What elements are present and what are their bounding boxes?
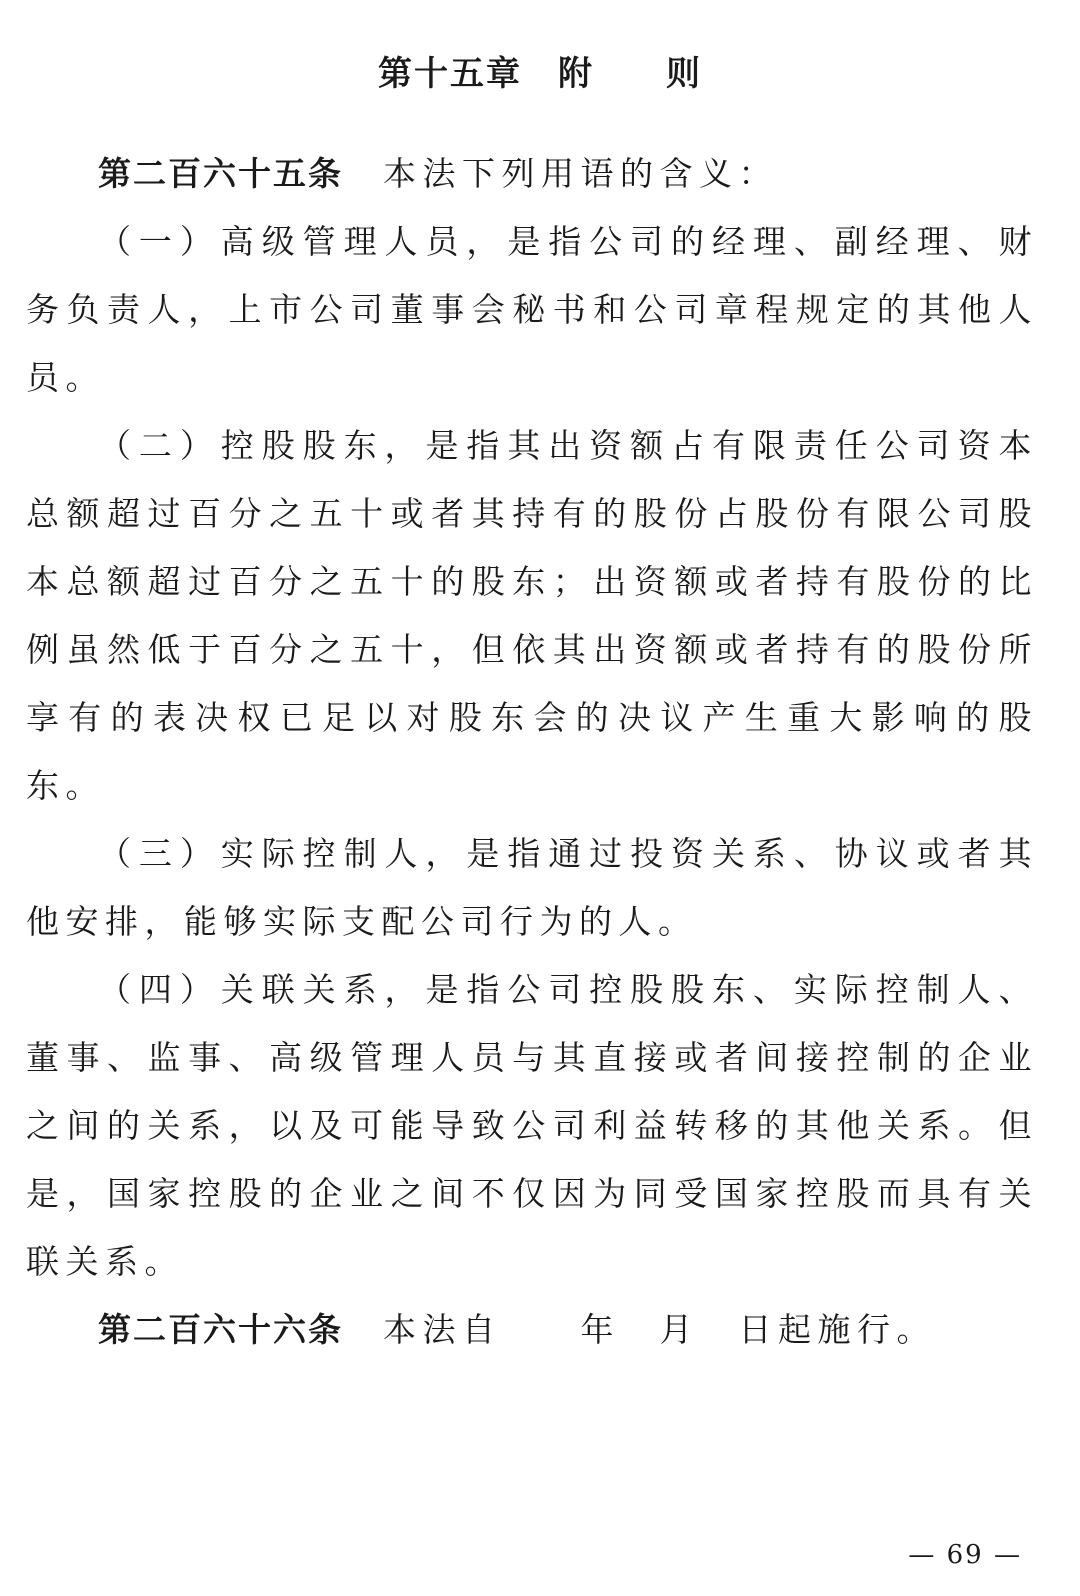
article-266-day-end: 日起施行。 <box>738 1310 936 1349</box>
definition-item-2: （二）控股股东，是指其出资额占有限责任公司资本总额超过百分之五十或者其持有的股份占股份有限公司股本总额超过百分之五十的股东；出资额或者持有股份的比例虽然低于百分之五十，但依其出资额或者持有的股份所享有的表决权已足以对股东会的决议产生重大影响的股东。 <box>26 426 1038 805</box>
document-body <box>26 140 1038 1364</box>
article-266 <box>26 1296 1038 1364</box>
definition-item-3: （三）实际控制人，是指通过投资关系、协议或者其他安排，能够实际支配公司行为的人。 <box>26 834 1038 941</box>
article-265-intro-text: 本法下列用语的含义： <box>383 154 778 193</box>
page-number: — 69 — <box>908 1540 1022 1570</box>
article-266-year: 年 <box>580 1310 620 1349</box>
article-265-label: 第二百六十五条 <box>98 154 343 193</box>
article-266-label: 第二百六十六条 <box>98 1310 343 1349</box>
article-266-text-start: 本法自 <box>383 1310 502 1349</box>
definition-item-4: （四）关联关系，是指公司控股股东、实际控制人、董事、监事、高级管理人员与其直接或者间接控制的企业之间的关系，以及可能导致公司利益转移的其他关系。但是，国家控股的企业之间不仅因为同受国家控股而具有关联关系。 <box>26 970 1038 1281</box>
chapter-title: 第十五章 附 则 <box>378 54 702 94</box>
article-265-intro <box>26 140 1038 208</box>
article-266-month: 月 <box>659 1310 699 1349</box>
definition-item-1: （一）高级管理人员，是指公司的经理、副经理、财务负责人，上市公司董事会秘书和公司章程规定的其他人员。 <box>26 222 1038 397</box>
